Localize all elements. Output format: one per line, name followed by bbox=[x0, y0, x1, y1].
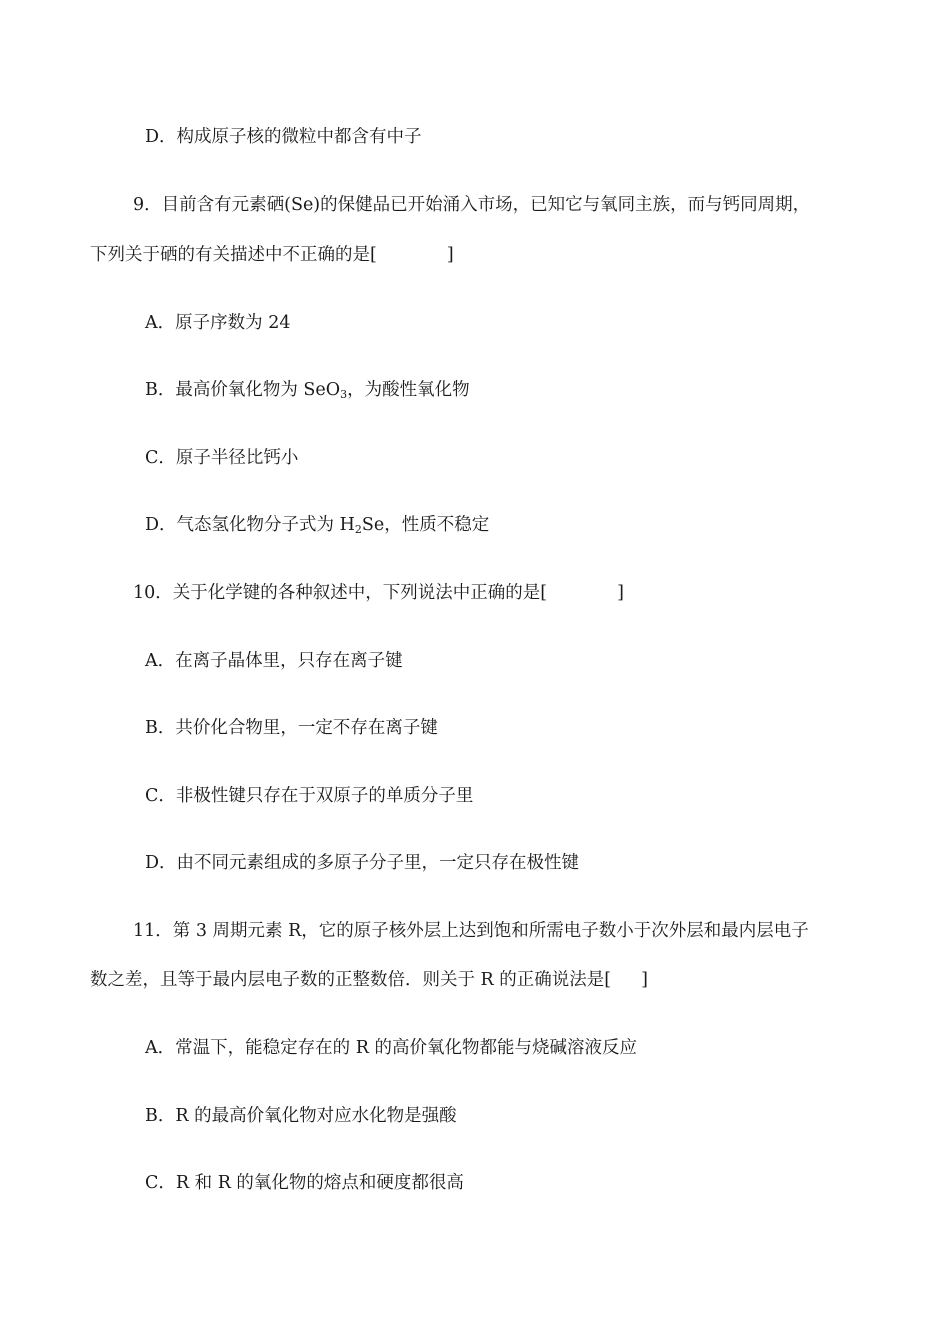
option-text: C．原子半径比钙小 bbox=[145, 448, 299, 468]
subscript: 2 bbox=[354, 523, 362, 536]
prev-question-option-d bbox=[145, 125, 422, 149]
question-text: 10．关于化学键的各种叙述中，下列说法中正确的是[ bbox=[133, 583, 548, 603]
question-9-option-a bbox=[145, 311, 290, 335]
question-9-option-c bbox=[145, 446, 298, 470]
question-11-stem-line-1 bbox=[133, 919, 809, 943]
question-11-option-c bbox=[145, 1171, 464, 1195]
question-text: 9．目前含有元素硒(Se)的保健品已开始涌入市场，已知它与氧同主族，而与钙同周期， bbox=[133, 195, 811, 215]
question-text: 数之差，且等于最内层电子数的正整数倍．则关于 R 的正确说法是[ bbox=[90, 970, 612, 990]
option-text: D．由不同元素组成的多原子分子里，一定只存在极性键 bbox=[145, 853, 580, 873]
question-11-stem-line-2 bbox=[90, 968, 648, 992]
question-10-option-b bbox=[145, 716, 438, 740]
question-text: 下列关于硒的有关描述中不正确的是[ bbox=[90, 245, 377, 265]
question-11-option-b bbox=[145, 1104, 457, 1128]
option-text: A．在离子晶体里，只存在离子键 bbox=[145, 651, 403, 671]
answer-bracket-close: ] bbox=[617, 583, 624, 603]
question-9-stem-line-1 bbox=[133, 193, 810, 217]
question-10-option-c bbox=[145, 784, 473, 808]
answer-bracket-close: ] bbox=[641, 970, 648, 990]
question-9-option-d bbox=[145, 513, 489, 537]
question-9-option-b bbox=[145, 378, 470, 402]
option-text: B．最高价氧化物为 SeO bbox=[145, 380, 341, 400]
question-10-option-a bbox=[145, 649, 403, 673]
answer-bracket-close: ] bbox=[446, 245, 454, 265]
option-text: D．气态氢化物分子式为 H bbox=[145, 515, 355, 535]
subscript: 3 bbox=[340, 388, 348, 401]
option-text: ，为酸性氧化物 bbox=[347, 380, 470, 400]
question-11-option-a bbox=[145, 1036, 637, 1060]
option-text: Se，性质不稳定 bbox=[361, 515, 490, 535]
option-text: B．共价化合物里，一定不存在离子键 bbox=[145, 718, 438, 738]
option-text: D．构成原子核的微粒中都含有中子 bbox=[145, 127, 422, 147]
option-text: A．原子序数为 24 bbox=[145, 313, 291, 333]
question-9-stem-line-2 bbox=[90, 243, 454, 267]
question-10-option-d bbox=[145, 851, 579, 875]
question-text: 11．第 3 周期元素 R，它的原子核外层上达到饱和所需电子数小于次外层和最内层电子 bbox=[133, 921, 809, 941]
question-10-stem bbox=[133, 581, 624, 605]
option-text: B．R 的最高价氧化物对应水化物是强酸 bbox=[145, 1106, 457, 1126]
option-text: C．R 和 R 的氧化物的熔点和硬度都很高 bbox=[145, 1173, 464, 1193]
option-text: C．非极性键只存在于双原子的单质分子里 bbox=[145, 786, 474, 806]
option-text: A．常温下，能稳定存在的 R 的高价氧化物都能与烧碱溶液反应 bbox=[145, 1038, 637, 1058]
